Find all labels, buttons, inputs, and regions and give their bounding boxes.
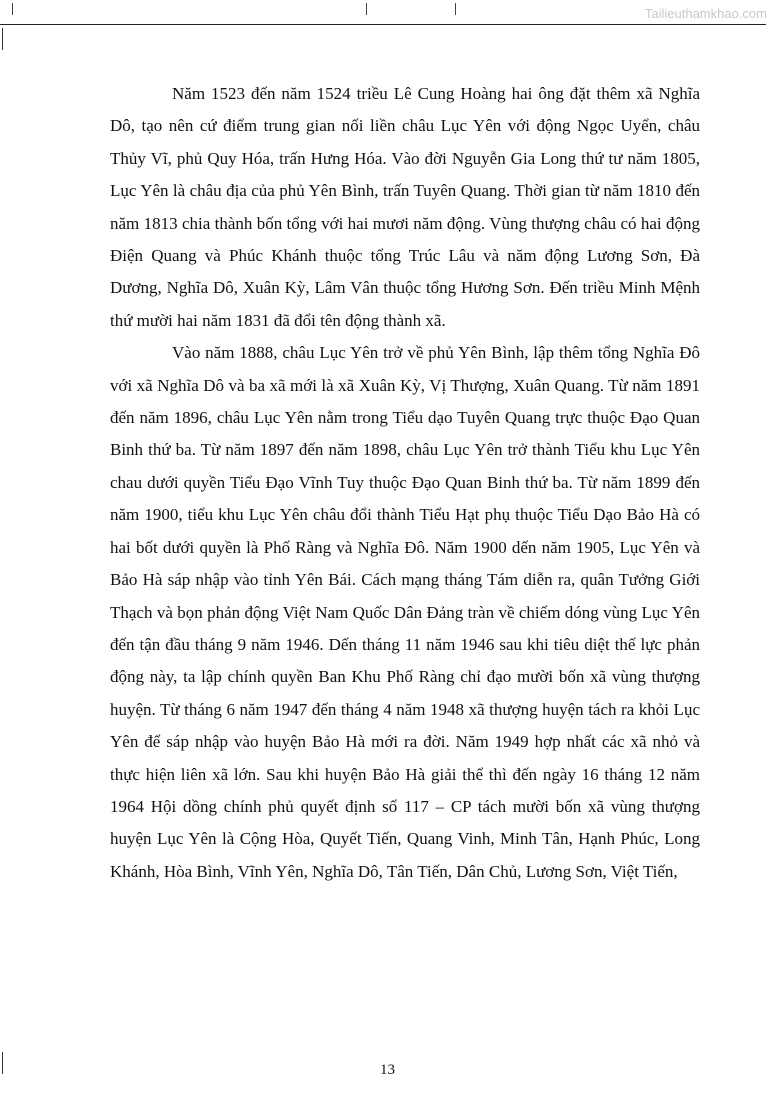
scan-mark bbox=[12, 3, 13, 15]
scan-mark bbox=[455, 3, 456, 15]
paragraph: Vào năm 1888, châu Lục Yên trở về phủ Yên Bình, lập thêm tổng Nghĩa Đô với xã Nghĩa Dô và ba xã mới là xã Xuân Kỳ, Vị Thượng, Xuân Quang. Từ năm 1891 đến năm 1896, châu Lục Yên nằm trong Tiểu dạo Tuyên Quang trực thuộc Đạo Quan Binh thứ ba. Từ năm 1897 đến năm 1898, châu Lục Yên trở thành Tiểu khu Lục Yên chau dưới quyền Tiểu Đạo Vĩnh Tuy thuộc Đạo Quan Binh thứ ba. Từ năm 1899 đến năm 1900, tiểu khu Lục Yên châu đổi thành Tiểu Hạt phụ thuộc Tiểu Dạo Bảo Hà có hai bốt dưới quyền là Phố Ràng và Nghĩa Đô. Năm 1900 dến năm 1905, Lục Yên và Bảo Hà sáp nhập vào tỉnh Yên Bái. Cách mạng tháng Tám diễn ra, quân Tưởng Giới Thạch và bọn phản động Việt Nam Quốc Dân Đảng tràn về chiếm dóng vùng Lục Yên đến tận đầu tháng 9 năm 1946. Dến tháng 11 năm 1946 sau khi tiêu diệt thế lực phản động này, ta lập chính quyền Ban Khu Phố Ràng chỉ đạo mười bốn xã vùng thượng huyện. Từ tháng 6 năm 1947 đến tháng 4 năm 1948 xã thượng huyện tách ra khỏi Lục Yên để sáp nhập vào huyện Bảo Hà mới ra đời. Năm 1949 hợp nhất các xã nhỏ và thực hiện liên xã lớn. Sau khi huyện Bảo Hà giải thể thì đến ngày 16 tháng 12 năm 1964 Hội dồng chính phủ quyết định số 117 – CP tách mười bốn xã vùng thượng huyện Lục Yên là Cộng Hòa, Quyết Tiến, Quang Vinh, Minh Tân, Hạnh Phúc, Long Khánh, Hòa Bình, Vĩnh Yên, Nghĩa Dô, Tân Tiến, Dân Chủ, Lương Sơn, Việt Tiến, bbox=[110, 343, 700, 881]
margin-mark bbox=[2, 28, 3, 50]
header-rule bbox=[0, 24, 766, 25]
page-number: 13 bbox=[380, 1062, 395, 1078]
paragraph: Năm 1523 đến năm 1524 triều Lê Cung Hoàng hai ông đặt thêm xã Nghĩa Dô, tạo nên cứ điểm trung gian nối liền châu Lục Yên với động Ngọc Uyển, châu Thủy Vĩ, phủ Quy Hóa, trấn Hưng Hóa. Vào đời Nguyễn Gia Long thứ tư năm 1805, Lục Yên là châu địa của phủ Yên Bình, trấn Tuyên Quang. Thời gian từ năm 1810 đến năm 1813 chia thành bốn tổng với hai mươi năm động. Vùng thượng châu có hai động Điện Quang và Phúc Khánh thuộc tổng Trúc Lâu và năm động Lương Sơn, Đà Dương, Nghĩa Dô, Xuân Kỳ, Lâm Vân thuộc tổng Hương Sơn. Đến triều Minh Mệnh thứ mười hai năm 1831 đã đổi tên động thành xã. bbox=[110, 84, 700, 330]
scan-mark bbox=[366, 3, 367, 15]
scan-footer-artifacts bbox=[0, 1108, 775, 1112]
watermark: Tailieuthamkhao.com bbox=[644, 6, 767, 21]
document-body bbox=[110, 78, 700, 888]
